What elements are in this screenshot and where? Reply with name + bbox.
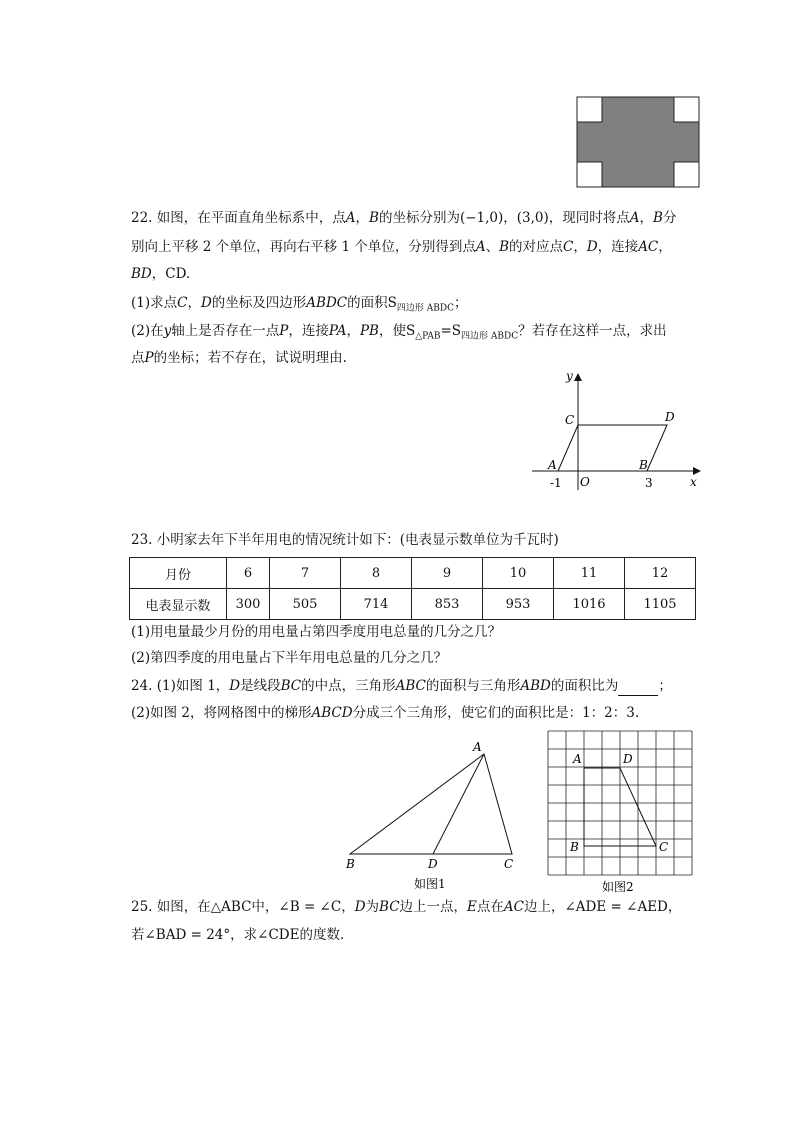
table-cell: 6 bbox=[227, 558, 270, 589]
tick-3: 3 bbox=[645, 476, 653, 490]
table-cell: 1105 bbox=[625, 589, 696, 620]
table-cell: 7 bbox=[270, 558, 341, 589]
q25-line-2: 若∠BAD = 24°，求∠CDE的度数. bbox=[131, 927, 345, 943]
label-b: B bbox=[346, 857, 355, 871]
q24-figure-1 bbox=[340, 737, 530, 897]
answer-blank[interactable] bbox=[618, 681, 658, 696]
label-origin: O bbox=[580, 475, 590, 489]
table-cell: 12 bbox=[625, 558, 696, 589]
label-y: y bbox=[566, 369, 573, 383]
table-cell: 300 bbox=[227, 589, 270, 620]
tick-neg1: -1 bbox=[550, 476, 562, 490]
q22-coordinate-figure bbox=[530, 368, 710, 493]
q22-part-2: (2)在y轴上是否存在一点P，连接PA，PB，使$S_{\triangle PAB}=S_{四边形 ABDC}$？若存在这样一点，求出 bbox=[131, 323, 667, 342]
parallelogram-abdc bbox=[558, 425, 667, 471]
q22-part-2-line-2: 点P的坐标；若不存在，试说明理由. bbox=[131, 350, 347, 366]
table-cell: 10 bbox=[483, 558, 554, 589]
label-d: D bbox=[623, 752, 633, 766]
caption-figure-1: 如图1 bbox=[414, 877, 446, 891]
label-a: A bbox=[473, 740, 482, 754]
table-row bbox=[130, 558, 696, 589]
label-a: A bbox=[548, 458, 557, 472]
label-c: C bbox=[504, 857, 514, 871]
label-a: A bbox=[573, 752, 582, 766]
q23-intro: 23. 小明家去年下半年用电的情况统计如下：(电表显示数单位为千瓦时) bbox=[131, 532, 559, 548]
question-number: 24. bbox=[131, 678, 153, 694]
q23-part-2: (2)第四季度的用电量占下半年用电总量的几分之几？ bbox=[131, 650, 448, 666]
table-cell: 1016 bbox=[554, 589, 625, 620]
table-header-label: 月份 bbox=[130, 558, 227, 589]
table-cell: 953 bbox=[483, 589, 554, 620]
table-cell: 9 bbox=[412, 558, 483, 589]
coord-a: (−1,0) bbox=[459, 210, 504, 226]
q23-part-1: (1)用电量最少月份的用电量占第四季度用电总量的几分之几？ bbox=[131, 624, 502, 640]
q22-line-3: BD，CD. bbox=[131, 266, 191, 282]
table-cell: 853 bbox=[412, 589, 483, 620]
question-number: 25. bbox=[131, 899, 153, 915]
electricity-table bbox=[129, 557, 696, 620]
table-row-label: 电表显示数 bbox=[130, 589, 227, 620]
q24-part-1: 24. (1)如图 1，D是线段BC的中点，三角形ABC的面积与三角形ABD的面积比为 ； bbox=[131, 678, 672, 694]
label-d: D bbox=[428, 857, 438, 871]
q24-figure-2 bbox=[546, 729, 696, 899]
q22-line-1: 22. 如图，在平面直角坐标系中，点A，B的坐标分别为(−1,0)，(3,0)，现同时将点A，B分 bbox=[131, 210, 677, 226]
label-x: x bbox=[690, 475, 697, 489]
table-cell: 11 bbox=[554, 558, 625, 589]
cross-figure bbox=[576, 96, 700, 188]
question-number: 22. bbox=[131, 210, 153, 226]
table-cell: 505 bbox=[270, 589, 341, 620]
label-c: C bbox=[565, 413, 575, 427]
coord-b: (3,0) bbox=[516, 210, 549, 226]
table-cell: 8 bbox=[341, 558, 412, 589]
question-number: 23. bbox=[131, 532, 153, 548]
label-b: B bbox=[570, 840, 579, 854]
q22-part-1: (1)求点C，D的坐标及四边形ABDC的面积$S_{四边形 ABDC}$； bbox=[131, 295, 468, 314]
label-d: D bbox=[665, 410, 675, 424]
table-cell: 714 bbox=[341, 589, 412, 620]
caption-figure-2: 如图2 bbox=[602, 880, 634, 894]
triangle-abc bbox=[350, 754, 512, 854]
table-row bbox=[130, 589, 696, 620]
q22-line-2: 别向上平移 2 个单位，再向右平移 1 个单位，分别得到点A、B的对应点C，D，连接AC， bbox=[131, 239, 672, 255]
label-c: C bbox=[659, 840, 669, 854]
segment-ad bbox=[433, 754, 484, 854]
label-b: B bbox=[639, 458, 648, 472]
q25-line-1: 25. 如图，在△ABC中，∠B = ∠C，D为BC边上一点，E点在AC边上，∠ADE = ∠AED， bbox=[131, 899, 682, 915]
q24-part-2: (2)如图 2，将网格图中的梯形ABCD分成三个三角形，使它们的面积比是：1：2：3. bbox=[131, 705, 640, 721]
